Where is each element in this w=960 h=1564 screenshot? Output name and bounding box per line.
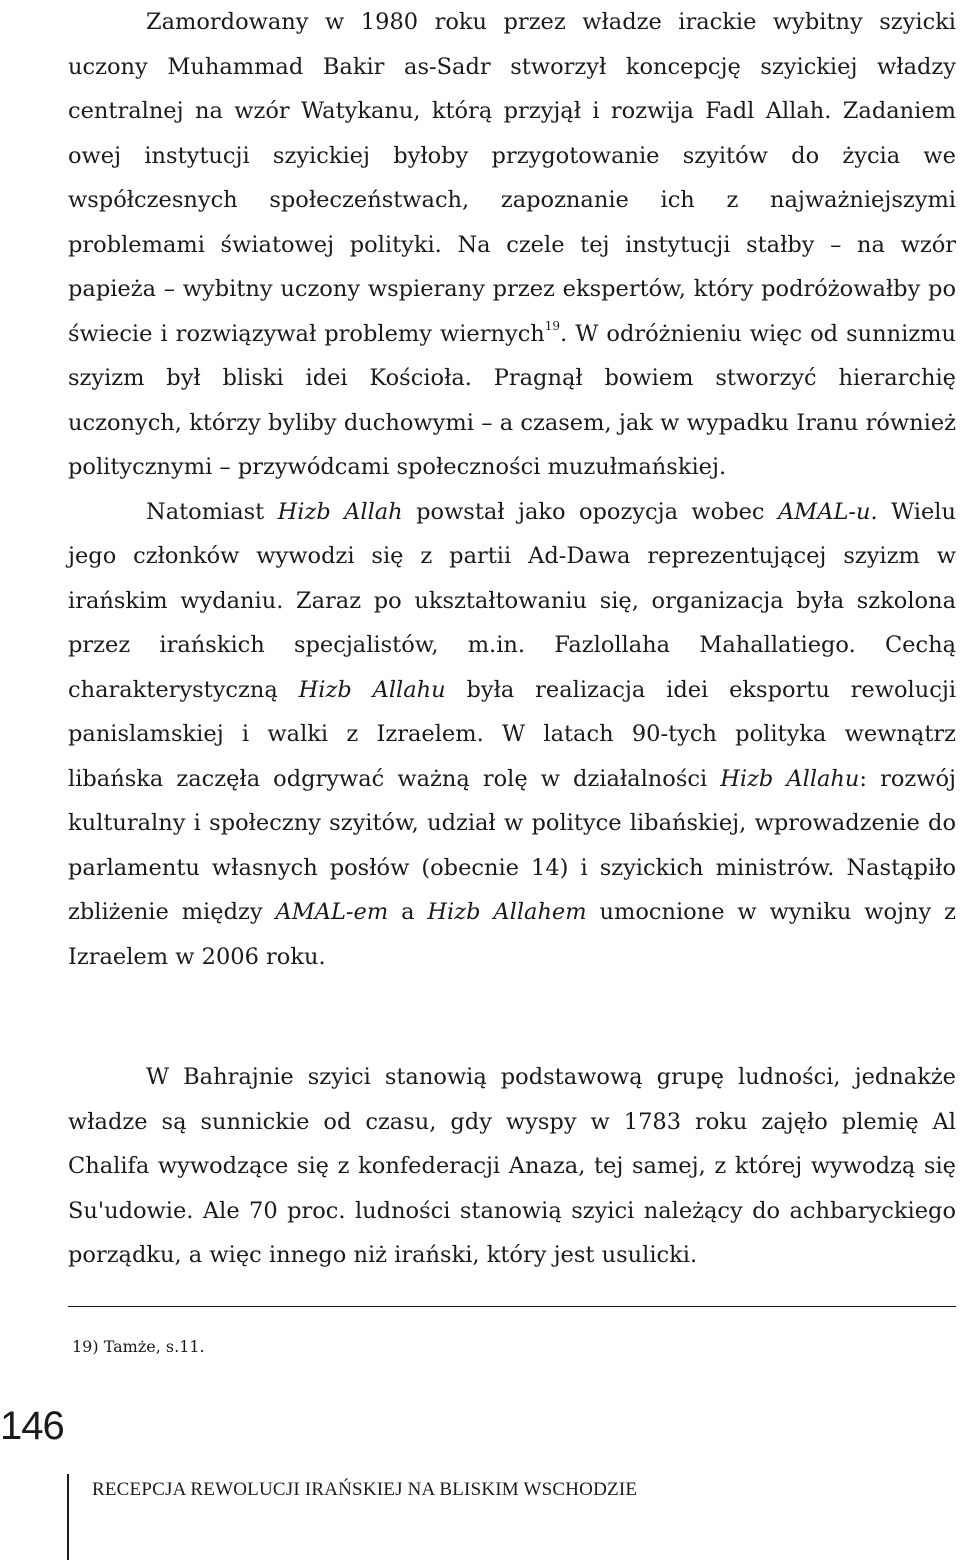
italic-term: AMAL-u: [777, 498, 871, 525]
body-text-section-1: [68, 0, 956, 979]
paragraph-hizb-allah: [68, 490, 956, 980]
paragraph-text: Zamordowany w 1980 roku przez władze irackie wybitny szyicki uczony Muhammad Bakir as-Sadr stworzył koncepcję szyickiej władzy centralnej na wzór Watykanu, którą przyjął i rozwija Fadl Allah. Zadaniem owej instytucji szyickiej byłoby przygotowanie szyitów do życia we współczesnych społeczeństwach, zapoznanie ich z najważniejszymi problemami światowej polityki. Na czele tej instytucji stałby – na wzór papieża – wybitny uczony wspierany przez ekspertów, który podróżowałby po świecie i rozwiązywał problemy wiernych: [68, 9, 956, 347]
text-run: umocnione w wyniku wojny z Izraelem w 2006 roku.: [68, 899, 956, 970]
text-run: . Wielu jego członków wywodzi się z partii Ad-Dawa reprezentującej szyizm w irańskim wydaniu. Zaraz po ukształtowaniu się, organizacja była szkolona przez irańskich specjalistów, m.in. Fazlollaha Mahallatiego. Cechą charakterystyczną: [68, 498, 956, 703]
italic-term: Hizb Allahem: [427, 899, 587, 925]
footnote-divider: [68, 1306, 956, 1307]
page-number: 146: [0, 1404, 64, 1448]
footnote: 19) Tamże, s.11.: [72, 1337, 205, 1356]
text-run: a: [388, 899, 428, 925]
italic-term: Hizb Allah: [277, 498, 403, 525]
paragraph-text-continued: . W odróżnieniu więc od sunnizmu szyizm był bliski idei Kościoła. Pragnął bowiem stworzyć hierarchię uczonych, którzy byliby duchowymi – a czasem, jak w wypadku Iranu również politycznymi – przywódcami społeczności muzułmańskiej.: [68, 320, 957, 480]
text-run: : rozwój kulturalny i społeczny szyitów, udział w polityce libańskiej, wprowadzenie do parlamentu własnych posłów (obecnie 14) i szyickich ministrów. Nastąpiło zbliżenie między: [68, 765, 957, 925]
text-run: była realizacja idei eksportu rewolucji panislamskiej i walki z Izraelem. W latach 90-tych polityka wewnątrz libańska zaczęła odgrywać ważną rolę w działalności: [68, 676, 957, 792]
italic-term: AMAL-em: [275, 899, 389, 925]
text-run: powstał jako opozycja wobec: [402, 498, 778, 525]
paragraph-fadl-allah: [68, 0, 956, 490]
running-header: RECEPCJA REWOLUCJI IRAŃSKIEJ NA BLISKIM WSCHODZIE: [92, 1479, 638, 1500]
text-run: Natomiast: [146, 498, 278, 525]
italic-term: Hizb Allahu: [720, 765, 860, 792]
header-vertical-rule: [67, 1474, 69, 1560]
body-text-section-2: [68, 1055, 956, 1278]
italic-term: Hizb Allahu: [298, 676, 446, 703]
footnote-reference: 19: [544, 319, 561, 333]
paragraph-bahrain: W Bahrajnie szyici stanowią podstawową grupę ludności, jednakże władze są sunnickie od czasu, gdy wyspy w 1783 roku zajęło plemię Al Chalifa wywodzące się z konfederacji Anaza, tej samej, z której wywodzą się Su'udowie. Ale 70 proc. ludności stanowią szyici należący do achbaryckiego porządku, a więc innego niż irański, który jest usulicki.: [68, 1064, 956, 1268]
